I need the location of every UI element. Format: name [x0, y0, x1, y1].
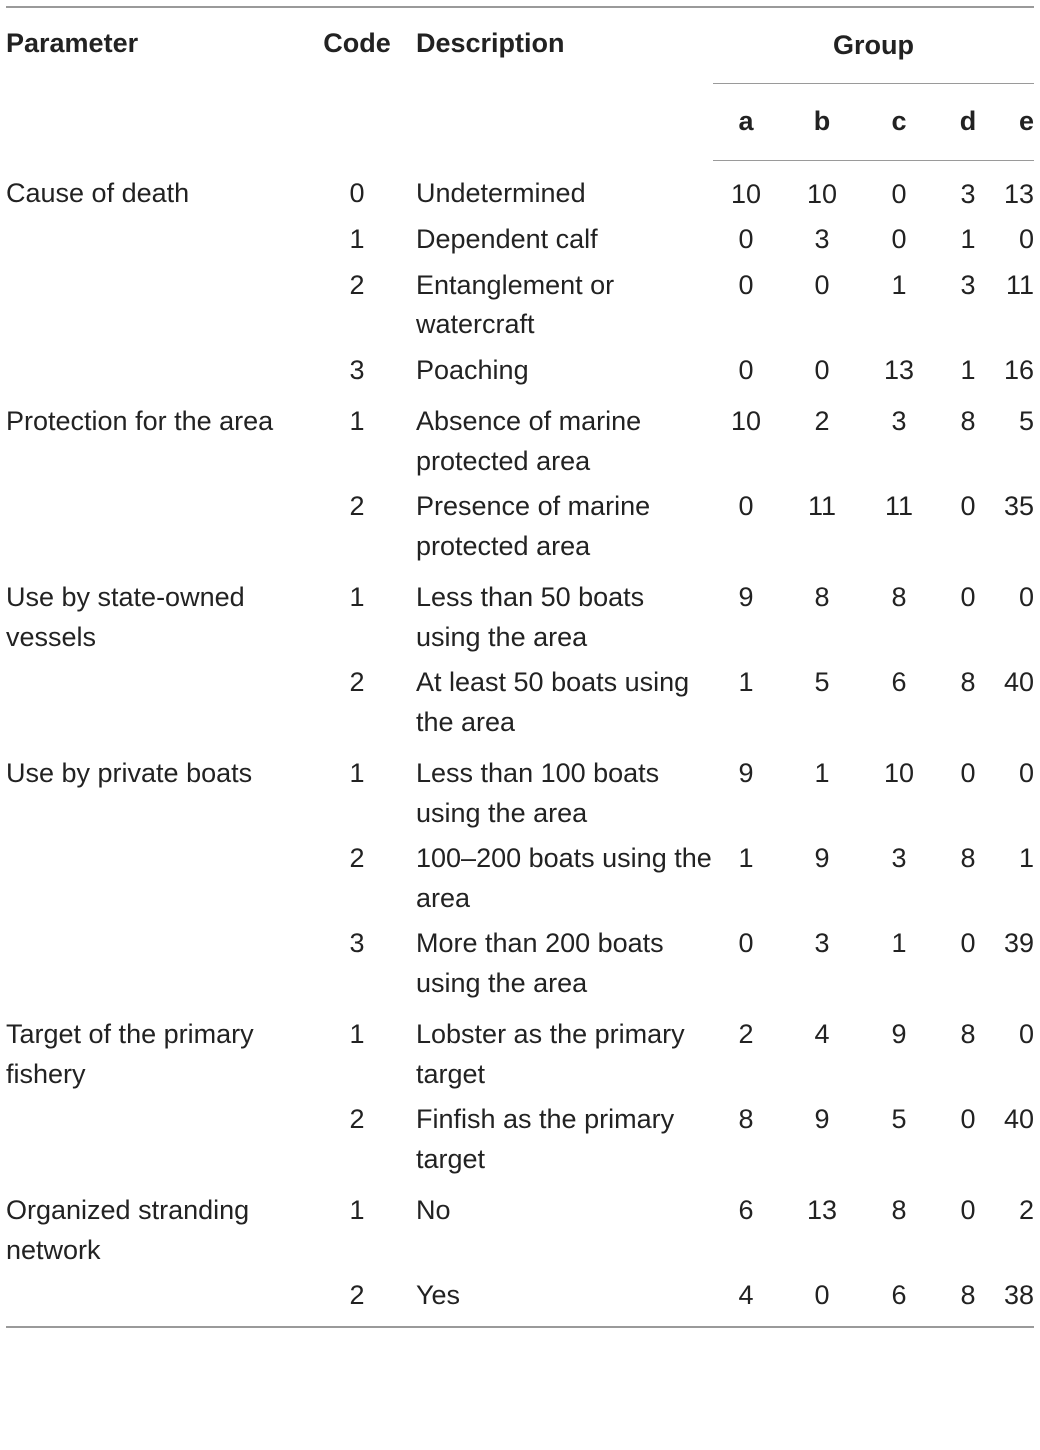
cell-code: 3: [349, 928, 365, 958]
cell-group-c: 1: [891, 928, 907, 958]
cell-group-c: 8: [891, 1195, 907, 1225]
cell-group-e: 0: [1019, 224, 1035, 254]
cell-parameter: [6, 1094, 298, 1179]
cell-group-c: 0: [891, 224, 907, 254]
cell-group-e: 5: [1019, 406, 1035, 436]
cell-group-d: 0: [960, 582, 976, 612]
cell-group-c: 0: [891, 178, 907, 209]
cell-group-a: 9: [738, 582, 754, 612]
cell-group-d: 8: [960, 843, 976, 873]
cell-group-e: 13: [1004, 178, 1035, 209]
cell-group-a: 9: [738, 758, 754, 788]
cell-description: Poaching: [416, 354, 529, 385]
cell-group-b: 2: [814, 406, 830, 436]
cell-group-d: 0: [960, 491, 976, 521]
cell-group-a: 1: [738, 843, 754, 873]
cell-group-e: 0: [1019, 582, 1035, 612]
header-group-e: e: [1003, 83, 1034, 160]
header-code: Code: [323, 28, 391, 58]
cell-group-d: 0: [960, 1195, 976, 1225]
cell-group-b: 0: [814, 1280, 830, 1310]
cell-group-b: 8: [814, 582, 830, 612]
cell-code: 2: [349, 1280, 365, 1310]
cell-group-a: 0: [738, 491, 754, 521]
cell-group-a: 8: [738, 1104, 754, 1134]
cell-group-e: 38: [1004, 1280, 1035, 1310]
cell-group-e: 0: [1019, 758, 1035, 788]
table-row: [6, 1003, 1034, 1094]
cell-group-b: 9: [814, 843, 830, 873]
cell-group-b: 11: [807, 491, 837, 521]
cell-group-c: 10: [883, 758, 915, 788]
cell-code: 1: [349, 582, 365, 612]
cell-description: At least 50 boats using the area: [416, 667, 690, 737]
cell-group-e: 0: [1019, 1019, 1035, 1049]
cell-description: Presence of marine protected area: [416, 491, 651, 561]
cell-group-a: 0: [738, 269, 754, 300]
cell-description: Finfish as the primary target: [416, 1104, 675, 1174]
table-row: [6, 160, 1034, 214]
table-row: [6, 345, 1034, 391]
cell-group-c: 11: [884, 491, 914, 521]
cell-description: 100–200 boats using the area: [416, 843, 712, 913]
cell-parameter: Target of the primary fishery: [6, 1019, 254, 1089]
cell-group-e: 35: [1004, 491, 1035, 521]
cell-code: 1: [349, 758, 365, 788]
cell-group-b: 3: [814, 928, 830, 958]
header-description: Description: [416, 28, 565, 58]
cell-group-c: 3: [891, 843, 907, 873]
table-row: [6, 1179, 1034, 1270]
table-row: [6, 390, 1034, 481]
cell-group-b: 13: [806, 1195, 838, 1225]
cell-group-c: 6: [891, 1280, 907, 1310]
cell-code: 1: [349, 224, 365, 254]
cell-group-d: 8: [960, 406, 976, 436]
cell-code: 1: [349, 1195, 365, 1225]
cell-group-d: 0: [960, 1104, 976, 1134]
cell-group-a: 0: [738, 928, 754, 958]
cell-group-e: 2: [1019, 1195, 1035, 1225]
cell-parameter: [6, 260, 298, 345]
cell-group-c: 13: [883, 354, 915, 385]
cell-group-d: 3: [960, 269, 976, 300]
cell-group-e: 1: [1019, 843, 1035, 873]
cell-group-d: 0: [960, 928, 976, 958]
cell-code: 2: [349, 491, 365, 521]
cell-group-e: 40: [1004, 667, 1035, 697]
cell-group-b: 0: [814, 269, 830, 300]
cell-group-b: 9: [814, 1104, 830, 1134]
header-parameter: Parameter: [6, 28, 139, 58]
cell-group-c: 9: [891, 1019, 907, 1049]
cell-parameter: [6, 833, 298, 918]
table-row: [6, 833, 1034, 918]
cell-parameter: [6, 214, 298, 260]
cell-code: 3: [349, 354, 365, 385]
cell-group-a: 2: [738, 1019, 754, 1049]
cell-group-a: 10: [730, 178, 762, 209]
table-header: [6, 7, 1034, 160]
table-row: [6, 657, 1034, 742]
cell-code: 2: [349, 667, 365, 697]
cell-group-a: 4: [738, 1280, 754, 1310]
table-row: [6, 566, 1034, 657]
cell-code: 2: [349, 843, 365, 873]
table-row: [6, 214, 1034, 260]
cell-group-c: 8: [891, 582, 907, 612]
cell-group-e: 16: [1004, 354, 1035, 385]
cell-group-e: 40: [1004, 1104, 1035, 1134]
cell-parameter: Organized stranding network: [6, 1195, 250, 1265]
cell-parameter: Use by private boats: [6, 758, 253, 788]
table-body: [6, 160, 1034, 1327]
cell-group-a: 6: [738, 1195, 754, 1225]
cell-group-b: 4: [814, 1019, 830, 1049]
table-row: [6, 1270, 1034, 1327]
cell-parameter: [6, 657, 298, 742]
cell-description: No: [416, 1195, 451, 1225]
cell-group-b: 3: [814, 224, 830, 254]
cell-group-d: 0: [960, 758, 976, 788]
cell-code: 0: [349, 178, 365, 208]
cell-group-c: 1: [891, 269, 907, 300]
cell-group-c: 6: [891, 667, 907, 697]
cell-group-a: 10: [730, 406, 762, 436]
cell-code: 2: [349, 1104, 365, 1134]
header-group-d: d: [933, 83, 1003, 160]
cell-group-e: 11: [1006, 269, 1035, 300]
table-row: [6, 742, 1034, 833]
cell-description: Lobster as the primary target: [416, 1019, 685, 1089]
cell-description: Yes: [416, 1280, 461, 1310]
cell-group-d: 1: [960, 354, 976, 385]
cell-group-e: 39: [1004, 928, 1035, 958]
cell-parameter: [6, 918, 298, 1003]
cell-group-a: 0: [738, 354, 754, 385]
cell-group-d: 8: [960, 1019, 976, 1049]
cell-group-b: 10: [806, 178, 838, 209]
cell-parameter: [6, 1270, 298, 1327]
cell-parameter: [6, 481, 298, 566]
cell-group-b: 5: [814, 667, 830, 697]
cell-group-c: 5: [891, 1104, 907, 1134]
table-row: [6, 481, 1034, 566]
cell-description: Undetermined: [416, 178, 586, 208]
cell-description: Dependent calf: [416, 224, 598, 254]
header-group-c: c: [865, 83, 933, 160]
cell-group-b: 1: [814, 758, 830, 788]
cell-description: Entanglement or watercraft: [416, 269, 615, 339]
cell-code: 1: [349, 406, 365, 436]
cell-parameter: Cause of death: [6, 178, 190, 208]
cell-code: 2: [349, 269, 365, 300]
cell-description: Absence of marine protected area: [416, 406, 642, 476]
cell-group-c: 3: [891, 406, 907, 436]
header-group: Group: [713, 7, 1034, 83]
cell-parameter: [6, 345, 298, 391]
data-table: [6, 6, 1034, 1328]
cell-group-b: 0: [814, 354, 830, 385]
cell-parameter: Use by state-owned vessels: [6, 582, 245, 652]
cell-group-a: 0: [738, 224, 754, 254]
cell-description: Less than 100 boats using the area: [416, 758, 660, 828]
cell-group-d: 1: [960, 224, 976, 254]
cell-code: 1: [349, 1019, 365, 1049]
header-group-a: a: [713, 83, 779, 160]
cell-group-a: 1: [738, 667, 754, 697]
cell-group-d: 3: [960, 178, 976, 209]
cell-parameter: Protection for the area: [6, 406, 274, 436]
table-row: [6, 918, 1034, 1003]
cell-description: More than 200 boats using the area: [416, 928, 664, 998]
header-group-b: b: [779, 83, 865, 160]
cell-description: Less than 50 boats using the area: [416, 582, 645, 652]
table-row: [6, 260, 1034, 345]
cell-group-d: 8: [960, 667, 976, 697]
table-row: [6, 1094, 1034, 1179]
cell-group-d: 8: [960, 1280, 976, 1310]
